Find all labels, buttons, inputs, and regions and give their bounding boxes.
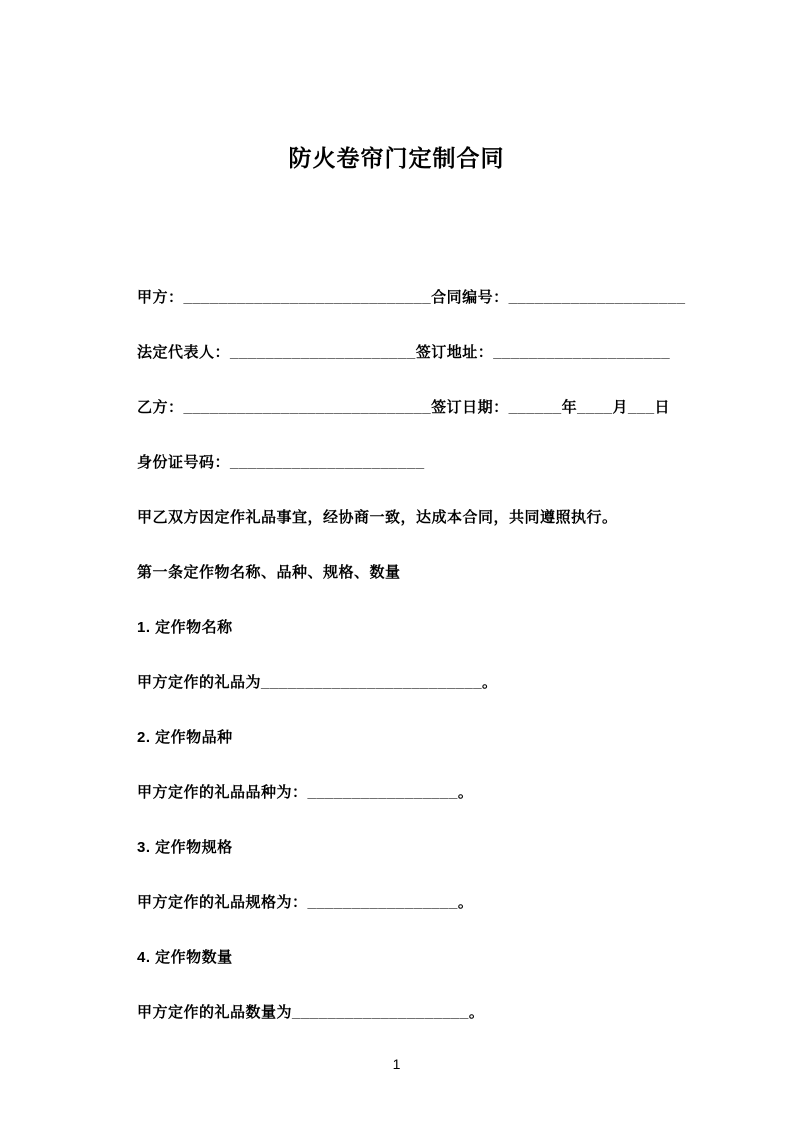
article-1-heading: 第一条定作物名称、品种、规格、数量 [137, 564, 401, 581]
page-number: 1 [392, 1056, 401, 1072]
field-line-id-number: 身份证号码：______________________ [137, 454, 425, 471]
item-1-blank-line: 甲方定作的礼品为_________________________。 [137, 674, 498, 691]
document-title: 防火卷帘门定制合同 [288, 145, 505, 171]
item-1-title: 1. 定作物名称 [137, 619, 233, 636]
field-line-legal-representative: 法定代表人：_____________________签订地址：____________________ [137, 344, 671, 361]
preamble-paragraph: 甲乙双方因定作礼品事宜，经协商一致，达成本合同，共同遵照执行。 [137, 509, 618, 526]
item-4-title: 4. 定作物数量 [137, 949, 233, 966]
item-2-blank-line: 甲方定作的礼品品种为：_________________。 [137, 784, 474, 801]
item-3-title: 3. 定作物规格 [137, 839, 233, 856]
item-3-blank-line: 甲方定作的礼品规格为：_________________。 [137, 894, 474, 911]
document-body [0, 289, 793, 1021]
field-line-party-a: 甲方：____________________________合同编号：____________________ [137, 289, 686, 306]
field-line-party-b: 乙方：____________________________签订日期：______年____月___日 [137, 399, 671, 416]
item-2-title: 2. 定作物品种 [137, 729, 233, 746]
item-4-blank-line: 甲方定作的礼品数量为____________________。 [137, 1004, 485, 1021]
